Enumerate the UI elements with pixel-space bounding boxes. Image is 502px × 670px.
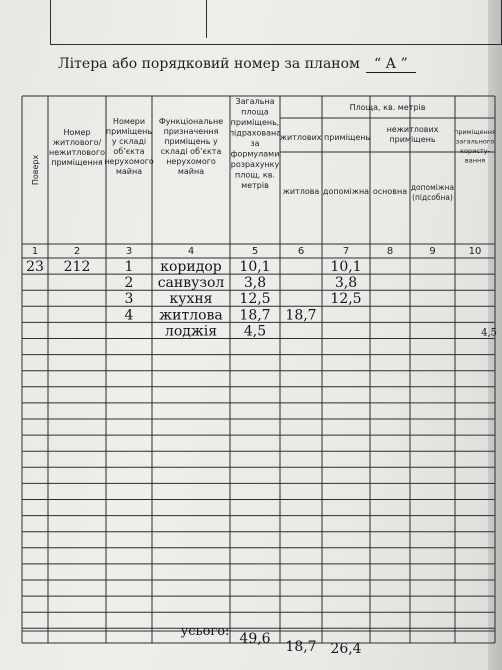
cell-total: 3,8 [243, 275, 267, 292]
totals-living: 18,7 [285, 639, 317, 655]
column-common-header: приміщення [454, 128, 496, 136]
cell-purpose: житлова [159, 307, 223, 324]
column-number: 1 [31, 246, 39, 257]
cell-aux: 10,1 [330, 259, 362, 275]
column-room-header: Номери [112, 117, 146, 126]
column-unit-header: Номер [63, 128, 91, 137]
column-room-header: нерухомого [104, 157, 154, 166]
column-res-aux-header: допоміжна [322, 187, 370, 196]
cell-purpose: санвузол [157, 275, 225, 292]
column-total-header: площ, кв. [235, 170, 275, 180]
column-total-header: розрахунку [230, 160, 280, 169]
cell-aux: 3,8 [334, 275, 358, 292]
column-room-header: у складі [111, 137, 147, 146]
column-total-header: формулами [230, 149, 280, 159]
column-room-header: приміщень [105, 127, 153, 136]
totals-total: 49,6 [239, 631, 271, 647]
plan-letter-value: “ А ” [366, 56, 416, 73]
cell-purpose: кухня [169, 291, 213, 308]
column-unit-header: приміщення [51, 158, 103, 167]
cell-common-edge: 4,5 [481, 327, 497, 339]
column-purpose-header: нерухомого [166, 157, 216, 166]
column-total-header: підрахована [228, 128, 282, 138]
plan-letter-caption: Літера або порядковий номер за планом [58, 56, 360, 72]
column-res-living-header: житлова [282, 187, 320, 196]
column-common-header: вання [464, 156, 486, 165]
totals-aux: 26,4 [330, 641, 362, 657]
column-number: 6 [297, 246, 305, 257]
column-common-header: користу- [460, 147, 490, 155]
column-number: 10 [468, 246, 482, 257]
cell-no: 2 [124, 275, 134, 292]
residential-group-header: житлових приміщень [279, 133, 371, 142]
column-room-header: об’єкта [113, 147, 145, 156]
cell-purpose: лоджія [164, 323, 218, 340]
column-purpose-header: складі об’єкта [160, 147, 222, 156]
column-number: 2 [73, 246, 81, 257]
cell-no: 1 [124, 259, 134, 275]
cell-no: 4 [124, 307, 134, 324]
column-number: 3 [125, 246, 133, 257]
cell-unit: 212 [63, 259, 91, 275]
column-number: 5 [251, 246, 259, 257]
column-total-header: метрів [241, 181, 269, 190]
column-unit-header: нежитлового [49, 148, 105, 157]
table-header [31, 97, 496, 257]
totals-label: усього: [180, 624, 230, 639]
column-total-header: Загальна [235, 97, 275, 106]
column-total-header: площа [241, 107, 269, 117]
area-group-header: Площа, кв. метрів [349, 103, 426, 112]
column-unit-header: житлового/ [52, 138, 102, 147]
column-nonres-aux-header: допоміжна [410, 183, 455, 192]
column-number: 7 [342, 246, 350, 257]
nonresidential-group-header: нежитлових [386, 125, 439, 134]
column-number: 9 [429, 246, 436, 257]
cell-total: 10,1 [239, 259, 271, 275]
column-nonres-main-header: основна [372, 187, 408, 196]
column-purpose-header: приміщень у [164, 137, 218, 146]
cell-no: 3 [124, 291, 134, 308]
cell-aux: 12,5 [330, 291, 362, 308]
cell-total: 4,5 [243, 323, 267, 340]
cell-floor: 23 [26, 259, 44, 275]
cell-living: 18,7 [285, 307, 317, 324]
column-purpose-header: Функціональне [158, 117, 224, 126]
column-purpose-header: майна [177, 167, 205, 176]
nonresidential-group-header: приміщень [389, 135, 436, 144]
column-total-header: приміщень, [230, 118, 280, 127]
column-number: 8 [386, 246, 394, 257]
column-nonres-aux-header: (підсобна) [412, 193, 453, 202]
column-total-header: за [250, 139, 260, 148]
column-purpose-header: призначення [163, 127, 219, 136]
table-body [26, 259, 497, 657]
cell-total: 18,7 [239, 307, 271, 324]
column-number: 4 [187, 246, 195, 257]
column-common-header: загального [455, 137, 495, 146]
cell-purpose: коридор [160, 259, 222, 275]
cell-total: 12,5 [239, 291, 271, 308]
column-room-header: майна [115, 167, 143, 176]
column-floor-header: Поверх [31, 154, 40, 186]
